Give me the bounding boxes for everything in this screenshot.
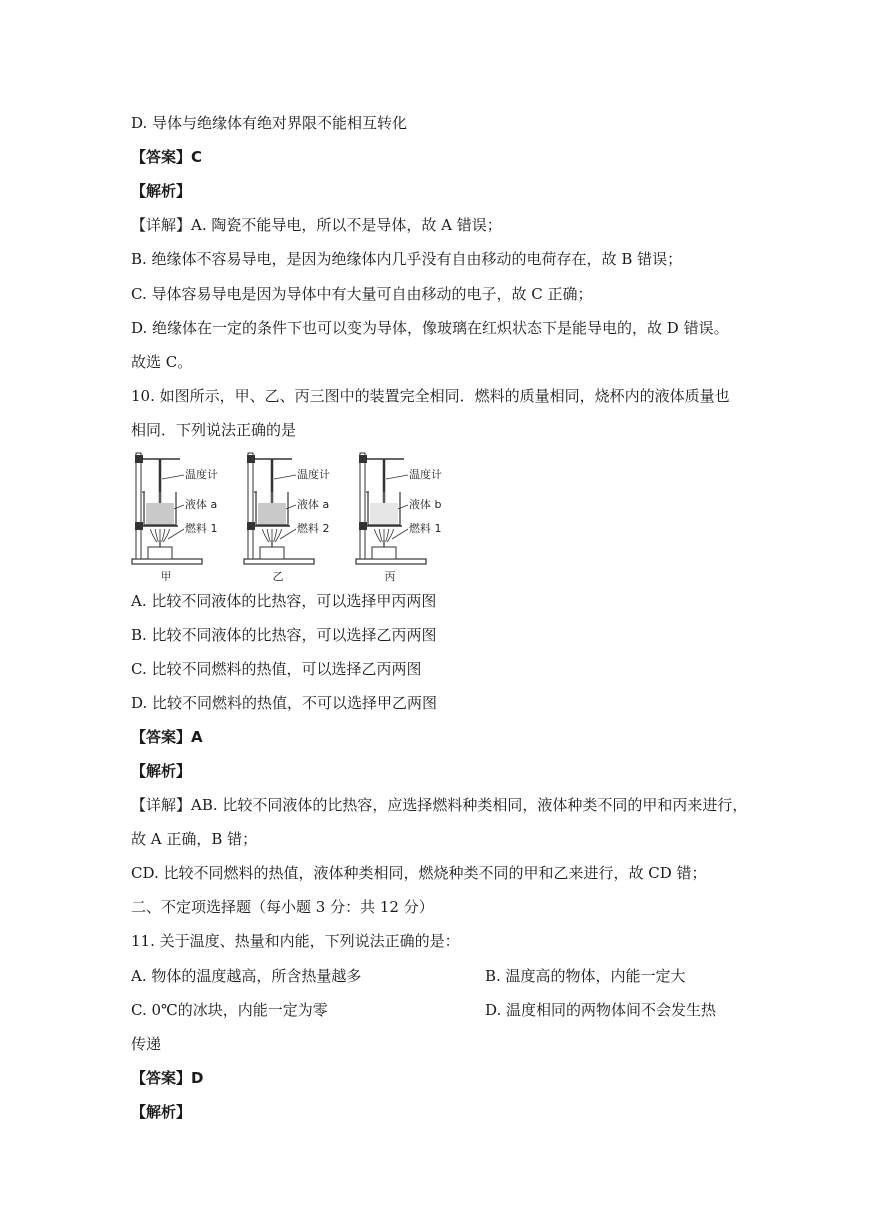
analysis-heading-9: 【解析】 — [131, 182, 192, 200]
ring-clamp — [359, 522, 367, 530]
liquid-label: 液体 a — [297, 498, 330, 511]
detail-9-b: B. 绝缘体不容易导电，是因为绝缘体内几乎没有自由移动的电荷存在，故 B 错误； — [131, 250, 683, 268]
q11-option-a: A. 物体的温度越高，所含热量越多 — [131, 967, 362, 985]
detail-10-b: 故 A 正确，B 错； — [131, 830, 258, 848]
question-11: 11. 关于温度、热量和内能，下列说法正确的是： — [131, 932, 460, 950]
clamp — [135, 455, 143, 463]
fuel-leader — [168, 529, 184, 539]
q11-option-d-continued: 传递 — [131, 1035, 162, 1053]
fuel-label: 燃料 2 — [297, 522, 330, 535]
answer-11: 【答案】D — [131, 1069, 204, 1087]
ring-clamp — [247, 522, 255, 530]
fuel-leader — [392, 529, 408, 539]
stand-rod — [136, 453, 141, 559]
q11-option-c: C. 0℃的冰块，内能一定为零 — [131, 1001, 328, 1019]
clamp — [247, 455, 255, 463]
answer-9: 【答案】C — [131, 148, 203, 166]
liquid-label: 液体 a — [185, 498, 218, 511]
panel-caption: 甲 — [160, 570, 172, 583]
q10-option-c: C. 比较不同燃料的热值，可以选择乙丙两图 — [131, 660, 422, 678]
fuel-leader — [280, 529, 296, 539]
liquid — [146, 503, 174, 525]
stand-base — [132, 559, 202, 564]
q9-option-d: D. 导体与绝缘体有绝对界限不能相互转化 — [131, 114, 408, 132]
analysis-heading-10: 【解析】 — [131, 762, 192, 780]
detail-10-c: CD. 比较不同燃料的热值，液体种类相同，燃烧种类不同的甲和乙来进行，故 CD 错； — [131, 864, 707, 882]
panel-caption: 丙 — [384, 570, 396, 583]
burner — [148, 547, 172, 559]
q10-option-d: D. 比较不同燃料的热值，不可以选择甲乙两图 — [131, 694, 438, 712]
thermometer-label: 温度计 — [409, 468, 442, 481]
stand-base — [244, 559, 314, 564]
question-10-line2: 相同．下列说法正确的是 — [131, 421, 297, 439]
stand-rod — [248, 453, 253, 559]
q11-option-d: D. 温度相同的两物体间不会发生热 — [485, 1001, 717, 1019]
thermometer-leader — [386, 475, 408, 479]
analysis-heading-11: 【解析】 — [131, 1103, 192, 1121]
answer-10: 【答案】A — [131, 728, 203, 746]
detail-9-d: D. 绝缘体在一定的条件下也可以变为导体，像玻璃在红炽状态下是能导电的，故 D 错误。 — [131, 319, 729, 337]
detail-10-a: 【详解】AB. 比较不同液体的比热容，应选择燃料种类相同，液体种类不同的甲和丙来进行， — [131, 796, 748, 814]
burner — [260, 547, 284, 559]
liquid — [370, 503, 398, 525]
clamp — [359, 455, 367, 463]
q11-option-b: B. 温度高的物体，内能一定大 — [485, 967, 686, 985]
section-2-heading: 二、不定项选择题（每小题 3 分：共 12 分） — [131, 898, 434, 916]
burner — [372, 547, 396, 559]
fuel-label: 燃料 1 — [409, 522, 442, 535]
question-10-line1: 10. 如图所示，甲、乙、丙三图中的装置完全相同．燃料的质量相同，烧杯内的液体质量也 — [131, 387, 730, 405]
apparatus-panel — [132, 453, 218, 583]
thermometer-label: 温度计 — [185, 468, 218, 481]
q10-option-a: A. 比较不同液体的比热容，可以选择甲丙两图 — [131, 592, 437, 610]
thermometer-leader — [162, 475, 184, 479]
panel-caption: 乙 — [272, 570, 284, 583]
stand-base — [356, 559, 426, 564]
ring-clamp — [135, 522, 143, 530]
detail-9-a: 【详解】A. 陶瓷不能导电，所以不是导体，故 A 错误； — [131, 216, 502, 234]
fuel-label: 燃料 1 — [185, 522, 218, 535]
stand-rod — [360, 453, 365, 559]
detail-9-c: C. 导体容易导电是因为导体中有大量可自由移动的电子，故 C 正确； — [131, 285, 593, 303]
liquid — [258, 503, 286, 525]
apparatus-panel — [356, 453, 442, 583]
apparatus-panel — [244, 453, 330, 583]
conclusion-9: 故选 C。 — [131, 353, 193, 371]
thermometer-leader — [274, 475, 296, 479]
thermometer-label: 温度计 — [297, 468, 330, 481]
q10-option-b: B. 比较不同液体的比热容，可以选择乙丙两图 — [131, 626, 437, 644]
liquid-label: 液体 b — [409, 498, 442, 511]
experiment-figure — [128, 447, 458, 587]
